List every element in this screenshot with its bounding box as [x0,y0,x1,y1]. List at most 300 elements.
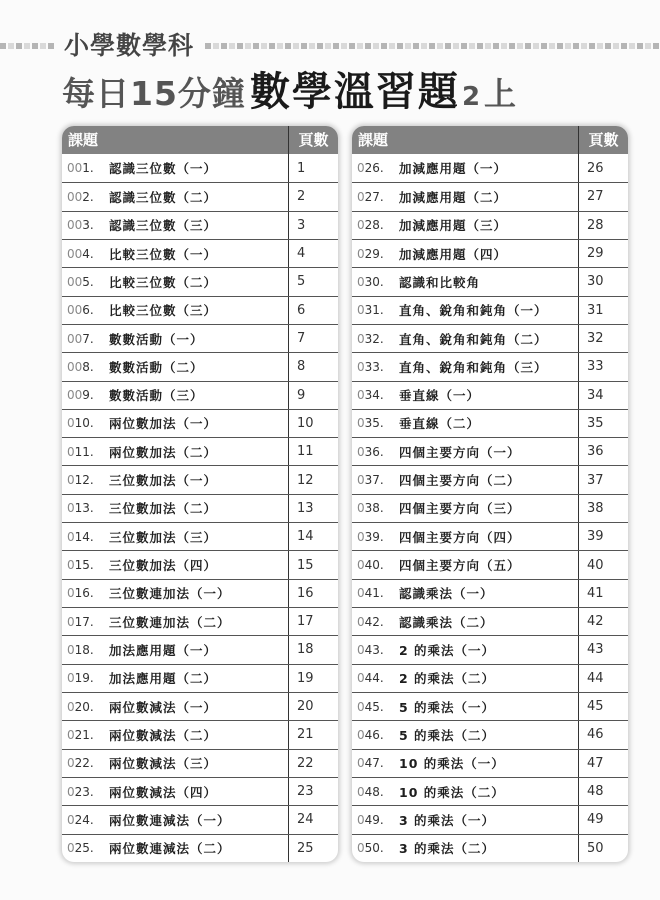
table-row[interactable] [62,777,338,805]
number-value: 1. [82,161,94,176]
page-number: 30 [587,274,604,290]
lesson-number [352,728,399,742]
page-number: 44 [587,670,604,686]
table-body [62,154,338,862]
page-number: 3 [297,217,306,233]
number-value: 17. [74,614,94,629]
number-prefix: 00 [67,303,83,318]
page-number: 6 [297,302,306,318]
page-number: 19 [297,670,314,686]
table-row[interactable] [62,296,338,324]
topic-cell [352,665,579,692]
table-row[interactable] [62,607,338,635]
table-row[interactable] [352,522,628,550]
lesson-topic: 數數活動（一） [109,331,204,347]
number-prefix: 0 [357,812,365,827]
lesson-number [62,700,109,714]
table-row[interactable] [62,437,338,465]
number-prefix: 0 [67,812,75,827]
page-number: 9 [297,387,306,403]
lesson-topic: 四個主要方向（五） [399,558,521,574]
table-row[interactable] [352,211,628,239]
number-value: 20. [74,699,94,714]
topic-cell [352,778,579,805]
table-row[interactable] [352,239,628,267]
table-row[interactable] [62,352,338,380]
lesson-number [352,501,399,515]
number-value: 6. [82,303,94,318]
number-prefix: 0 [357,642,365,657]
lesson-number [62,615,109,629]
number-prefix: 0 [357,756,365,771]
number-prefix: 00 [67,161,83,176]
lesson-topic: 三位數加法（三） [109,529,218,545]
topic-cell [62,183,289,210]
lesson-number [352,161,399,175]
number-value: 25. [74,841,94,856]
lesson-number [352,445,399,459]
table-row[interactable] [352,664,628,692]
table-row[interactable] [62,749,338,777]
table-row[interactable] [62,239,338,267]
lesson-number [352,700,399,714]
table-row[interactable] [352,409,628,437]
number-prefix: 0 [357,529,365,544]
number-value: 16. [74,586,94,601]
lesson-topic: 四個主要方向（三） [399,501,521,517]
lesson-topic: 比較三位數（三） [109,303,218,319]
lesson-topic: 三位數加法（二） [109,501,218,517]
topic-cell [352,268,579,295]
number-prefix: 0 [357,359,365,374]
number-prefix: 0 [357,501,365,516]
page-number: 20 [297,699,314,715]
number-prefix: 0 [357,218,365,233]
lesson-topic: 10 的乘法（二） [399,784,505,800]
lesson-topic: 兩位數減法（三） [109,756,218,772]
number-value: 29. [364,246,384,261]
page-number: 16 [297,585,314,601]
number-prefix: 0 [67,444,75,459]
number-value: 23. [74,784,94,799]
decorative-dotted-line-left [0,43,56,49]
number-prefix: 0 [357,841,365,856]
number-prefix: 0 [67,642,75,657]
number-value: 35. [364,416,384,431]
number-value: 38. [364,501,384,516]
number-value: 2. [82,189,94,204]
lesson-number [352,473,399,487]
number-value: 27. [364,189,384,204]
number-prefix: 0 [357,671,365,686]
number-value: 24. [74,812,94,827]
lesson-number [62,332,109,346]
number-prefix: 00 [67,331,83,346]
lesson-topic: 比較三位數（二） [109,274,218,290]
number-value: 7. [82,331,94,346]
lesson-number [352,756,399,770]
lesson-topic: 3 的乘法（二） [399,841,496,857]
page-number: 39 [587,529,604,545]
number-prefix: 00 [67,246,83,261]
lesson-topic: 四個主要方向（四） [399,529,521,545]
lesson-number [352,615,399,629]
table-row[interactable] [352,267,628,295]
decorative-dotted-line-right [205,43,660,49]
lesson-number [62,190,109,204]
topic-cell [62,750,289,777]
table-row[interactable] [352,154,628,182]
table-row[interactable] [62,522,338,550]
table-row[interactable] [352,352,628,380]
table-row[interactable] [62,635,338,663]
lesson-number [62,473,109,487]
header-topic: 課題 [62,126,289,154]
table-row[interactable] [62,381,338,409]
number-prefix: 0 [357,444,365,459]
lesson-number [62,785,109,799]
table-row[interactable] [62,550,338,578]
lesson-number [62,161,109,175]
number-value: 42. [364,614,384,629]
lesson-topic: 直角、銳角和鈍角（二） [399,331,548,347]
lesson-topic: 認識乘法（一） [399,586,494,602]
page-number: 5 [297,274,306,290]
lesson-number [62,586,109,600]
page-number: 2 [297,189,306,205]
lesson-topic: 兩位數減法（四） [109,784,218,800]
number-value: 41. [364,586,384,601]
lesson-number [352,190,399,204]
lesson-topic: 兩位數加法（一） [109,416,218,432]
lesson-number [62,360,109,374]
lesson-number [352,813,399,827]
topic-cell [352,608,579,635]
number-value: 31. [364,303,384,318]
table-row[interactable] [352,182,628,210]
lesson-number [352,530,399,544]
table-row[interactable] [352,296,628,324]
table-row[interactable] [352,720,628,748]
number-prefix: 0 [357,388,365,403]
lesson-topic: 兩位數減法（二） [109,727,218,743]
table-row[interactable] [352,494,628,522]
page-number: 35 [587,415,604,431]
number-value: 11. [74,444,94,459]
lesson-topic: 垂直線（二） [399,416,481,432]
lesson-number [352,671,399,685]
number-prefix: 00 [67,359,83,374]
table-row[interactable] [352,381,628,409]
topic-cell [62,353,289,380]
table-row[interactable] [62,324,338,352]
table-row[interactable] [62,692,338,720]
contents-table-right [352,126,628,862]
number-prefix: 0 [357,303,365,318]
table-row[interactable] [62,720,338,748]
number-value: 8. [82,359,94,374]
topic-cell [62,636,289,663]
number-prefix: 0 [67,727,75,742]
page-number: 36 [587,444,604,460]
lesson-number [62,756,109,770]
number-prefix: 0 [67,529,75,544]
page-number: 49 [587,812,604,828]
page-number: 26 [587,160,604,176]
table-row[interactable] [62,267,338,295]
number-value: 50. [364,841,384,856]
topic-cell [62,778,289,805]
table-row[interactable] [62,409,338,437]
table-row[interactable] [352,805,628,833]
topic-cell [352,382,579,409]
number-prefix: 0 [67,784,75,799]
lesson-number [352,218,399,232]
lesson-topic: 3 的乘法（一） [399,812,496,828]
number-value: 39. [364,529,384,544]
table-row[interactable] [352,437,628,465]
page-number: 23 [297,784,314,800]
table-row[interactable] [352,607,628,635]
lesson-number [352,247,399,261]
lesson-topic: 數數活動（二） [109,359,204,375]
page-number: 48 [587,784,604,800]
number-prefix: 0 [67,416,75,431]
number-value: 9. [82,388,94,403]
topic-cell [62,608,289,635]
page-number: 22 [297,755,314,771]
lesson-topic: 加法應用題（一） [109,642,218,658]
lesson-topic: 三位數連加法（二） [109,614,231,630]
page-number: 14 [297,529,314,545]
lesson-topic: 加法應用題（二） [109,671,218,687]
number-prefix: 0 [67,756,75,771]
page-number: 32 [587,331,604,347]
topic-cell [352,806,579,833]
page-number: 15 [297,557,314,573]
lesson-number [352,785,399,799]
lesson-topic: 垂直線（一） [399,388,481,404]
number-value: 32. [364,331,384,346]
page-number: 46 [587,727,604,743]
lesson-number [62,558,109,572]
lesson-topic: 加減應用題（二） [399,189,508,205]
topic-cell [352,410,579,437]
table-row[interactable] [62,805,338,833]
lesson-topic: 數數活動（三） [109,388,204,404]
number-value: 21. [74,727,94,742]
lesson-topic: 加減應用題（一） [399,161,508,177]
header-topic: 課題 [352,126,579,154]
lesson-number [62,303,109,317]
table-header [62,126,338,154]
number-prefix: 00 [67,274,83,289]
table-row[interactable] [352,749,628,777]
topic-cell [352,835,579,862]
topic-cell [352,523,579,550]
lesson-number [352,388,399,402]
page-number: 47 [587,755,604,771]
number-prefix: 0 [357,416,365,431]
page-number: 10 [297,415,314,431]
lesson-topic: 5 的乘法（一） [399,699,496,715]
number-prefix: 0 [357,699,365,714]
table-row[interactable] [62,494,338,522]
table-row[interactable] [352,465,628,493]
topic-cell [62,438,289,465]
table-row[interactable] [62,154,338,182]
page-number: 29 [587,246,604,262]
number-prefix: 0 [357,727,365,742]
topic-cell [62,721,289,748]
title-daily-15-minutes: 每日15分鐘 [62,74,246,113]
number-value: 15. [74,558,94,573]
lesson-topic: 10 的乘法（一） [399,756,505,772]
page-number: 34 [587,387,604,403]
number-value: 10. [74,416,94,431]
number-value: 18. [74,642,94,657]
table-row[interactable] [62,664,338,692]
table-header [352,126,628,154]
lesson-topic: 比較三位數（一） [109,246,218,262]
number-value: 22. [74,756,94,771]
topic-cell [62,268,289,295]
lesson-topic: 2 的乘法（一） [399,642,496,658]
table-row[interactable] [352,692,628,720]
lesson-number [62,643,109,657]
lesson-number [352,303,399,317]
number-prefix: 0 [67,473,75,488]
topic-cell [62,154,289,182]
topic-cell [352,721,579,748]
title-grade: 2 [461,82,481,112]
number-value: 47. [364,756,384,771]
lesson-number [62,247,109,261]
table-row[interactable] [352,834,628,862]
topic-cell [352,212,579,239]
table-row[interactable] [352,324,628,352]
lesson-topic: 兩位數減法（一） [109,699,218,715]
topic-cell [352,693,579,720]
page-number: 28 [587,217,604,233]
topic-cell [62,410,289,437]
number-prefix: 00 [67,218,83,233]
topic-cell [62,806,289,833]
number-prefix: 0 [357,614,365,629]
number-value: 40. [364,558,384,573]
number-value: 30. [364,274,384,289]
topic-cell [352,183,579,210]
page-title [62,70,516,122]
number-prefix: 0 [67,614,75,629]
table-row[interactable] [62,579,338,607]
number-prefix: 0 [67,501,75,516]
lesson-topic: 2 的乘法（二） [399,671,496,687]
lesson-number [62,530,109,544]
number-value: 14. [74,529,94,544]
contents-table-left [62,126,338,862]
page-number: 11 [297,444,314,460]
lesson-topic: 認識三位數（三） [109,218,218,234]
number-value: 37. [364,473,384,488]
page-number: 40 [587,557,604,573]
topic-cell [62,240,289,267]
page-number: 25 [297,840,314,856]
topic-cell [62,693,289,720]
lesson-number [352,558,399,572]
table-row[interactable] [352,635,628,663]
lesson-number [62,388,109,402]
topic-cell [62,495,289,522]
topic-cell [352,154,579,182]
topic-cell [62,382,289,409]
lesson-topic: 認識三位數（二） [109,189,218,205]
number-prefix: 00 [67,189,83,204]
number-value: 19. [74,671,94,686]
table-row[interactable] [352,550,628,578]
table-row[interactable] [352,579,628,607]
table-row[interactable] [62,182,338,210]
lesson-topic: 兩位數連減法（二） [109,841,231,857]
page-number: 50 [587,840,604,856]
number-value: 28. [364,218,384,233]
topic-cell [352,240,579,267]
table-row[interactable] [352,777,628,805]
title-math-revision: 數學溫習題 [249,69,460,115]
lesson-topic: 四個主要方向（二） [399,473,521,489]
page-number: 37 [587,472,604,488]
page-number: 27 [587,189,604,205]
lesson-number [62,416,109,430]
page-number: 17 [297,614,314,630]
lesson-number [352,360,399,374]
header-page: 頁數 [298,131,329,149]
topic-cell [62,665,289,692]
topic-cell [352,438,579,465]
number-value: 36. [364,444,384,459]
header-page: 頁數 [588,131,619,149]
lesson-number [352,332,399,346]
number-prefix: 0 [357,784,365,799]
page-number: 8 [297,359,306,375]
page-number: 41 [587,585,604,601]
lesson-topic: 加減應用題（三） [399,218,508,234]
page-number: 42 [587,614,604,630]
number-prefix: 0 [357,246,365,261]
page-number: 43 [587,642,604,658]
page-number: 21 [297,727,314,743]
number-value: 12. [74,473,94,488]
page-number: 33 [587,359,604,375]
table-row[interactable] [62,211,338,239]
table-body [352,154,628,862]
topic-cell [352,466,579,493]
topic-cell [352,325,579,352]
lesson-topic: 直角、銳角和鈍角（三） [399,359,548,375]
lesson-number [352,586,399,600]
number-prefix: 0 [357,558,365,573]
number-value: 3. [82,218,94,233]
lesson-number [62,813,109,827]
number-value: 46. [364,727,384,742]
number-prefix: 0 [357,189,365,204]
table-row[interactable] [62,465,338,493]
table-row[interactable] [62,834,338,862]
number-value: 43. [364,642,384,657]
number-value: 44. [364,671,384,686]
number-prefix: 00 [67,388,83,403]
number-prefix: 0 [67,841,75,856]
